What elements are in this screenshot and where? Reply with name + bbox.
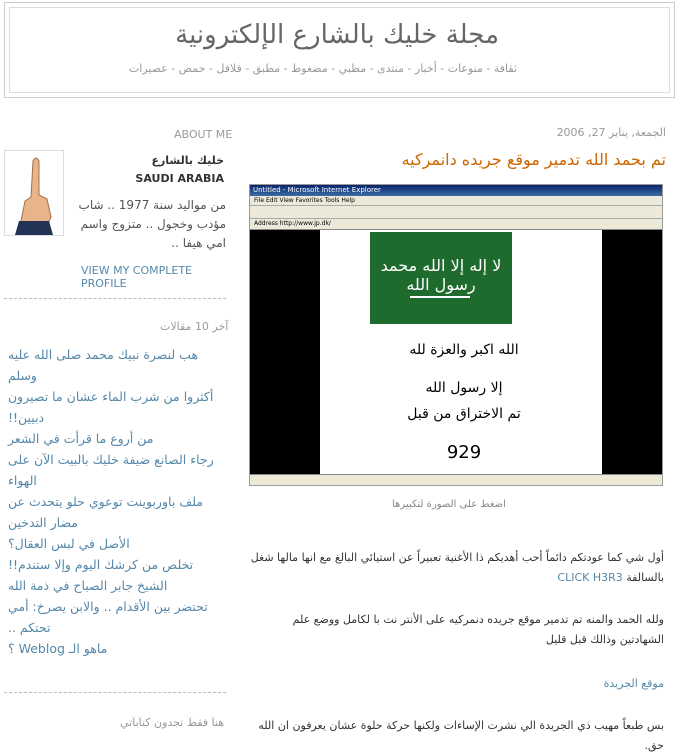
newspaper-link[interactable]: موقع الجريدة [603, 677, 664, 690]
recent-post-link[interactable]: الشيخ جابر الصباح في ذمة الله [8, 578, 168, 593]
newspaper-site-link [248, 674, 664, 694]
sidebar-divider [4, 298, 226, 299]
recent-post-link[interactable]: تحتضر بين الأقدام .. والابن يصرخ: أمي تحتكم .. [8, 599, 208, 635]
browser-menu: File Edit View Favorites Tools Help [250, 196, 662, 206]
hack-line-1: الله اكبر والعزة لله [409, 342, 519, 358]
profile-name[interactable]: خليك بالشارع [151, 154, 224, 167]
post-paragraph-2: ولله الحمد والمنه تم تدمير موقع جريده دنمركيه على الأنتر نت با لكامل ووضع علم الشهادتين وذالك قبل قليل [292, 613, 664, 646]
hack-line-4: 929 [446, 442, 482, 463]
saudi-flag [370, 232, 512, 324]
browser-toolbar [250, 206, 662, 219]
profile-bio: من مواليد سنة 1977 .. شاب مؤدب وخجول .. متزوج واسم امي هيفا .. [78, 198, 226, 250]
about-heading: ABOUT ME [174, 128, 233, 141]
browser-statusbar [250, 474, 662, 485]
recent-posts-heading: آخر 10 مقالات [160, 320, 229, 333]
flag-shahada: لا إله إلا الله محمد رسول الله [380, 256, 502, 294]
hack-line-3: تم الاختراق من قبل [407, 406, 521, 422]
image-caption: اضغط على الصورة لتكبيرها [392, 499, 506, 510]
post-image[interactable] [249, 184, 663, 486]
recent-post-link[interactable]: ملف باوربوينت توعوي حلو يتحدث عن مضار التدخين [8, 494, 204, 530]
click-here-link[interactable]: CLICK H3R3 [557, 571, 623, 584]
post-date: الجمعة, يناير 27, 2006 [556, 126, 666, 139]
post-paragraph-3: بس طبعاً مهيب ذي الجريدة الي نشرت الإساءات ولكنها حركة حلوة عشان يعرفون ان الله حق. [258, 719, 664, 752]
header-inner-border [9, 7, 670, 93]
page-right-nav [602, 230, 662, 475]
recent-post-link[interactable]: تخلص من كرشك اليوم وإلا ستندم!! [8, 557, 194, 572]
post-paragraph-1 [248, 548, 664, 588]
recent-posts-list [8, 344, 226, 659]
recent-post-link[interactable]: أكثروا من شرب الماء عشان ما تصيرون دبيين!! [8, 389, 214, 425]
recent-post-link[interactable]: من أروع ما قرأت في الشعر [8, 431, 154, 446]
recent-post-link[interactable]: هب لنصرة نبيك محمد صلى الله عليه وسلم [8, 347, 199, 383]
post-title[interactable]: تم بحمد الله تدمير موقع جريده دانمركيه [401, 150, 666, 169]
recent-post-link[interactable]: الأصل في لبس العقال؟ [8, 536, 130, 551]
browser-titlebar: Untitled - Microsoft Internet Explorer [250, 185, 662, 196]
sword-icon [410, 296, 470, 298]
hack-line-2: إلا رسول الله [425, 380, 503, 396]
blog-header [4, 2, 675, 98]
hand-icon [5, 151, 63, 235]
sidebar-divider [4, 692, 226, 693]
browser-page [250, 230, 662, 475]
writings-heading: هنا فقط تجدون كتاباتي [120, 716, 225, 729]
view-profile-link[interactable]: VIEW MY COMPLETE PROFILE [81, 264, 193, 290]
profile-avatar[interactable] [4, 150, 64, 236]
site-description: ثقافة - منوعات - أخبار - منتدى - مظبي - مضغوط - مطبق - فلافل - حمص - عصيرات [128, 62, 517, 75]
profile-country: SAUDI ARABIA [135, 172, 224, 185]
recent-post-link[interactable]: ماهو الـ Weblog ؟ [8, 641, 108, 656]
paragraph-text: أول شي كما عودتكم دائماً أحب أهديكم ذا الأغنية تعبيراً عن استيائي البالغ مع انها مالها شغل بالسالفة [250, 551, 664, 584]
recent-post-link[interactable]: رجاء الصانع ضيفة خليك بالبيت الآن على الهواء [8, 452, 214, 488]
browser-address: Address http://www.jp.dk/ [250, 219, 662, 230]
page-left-nav [250, 230, 320, 475]
site-title[interactable]: مجلة خليك بالشارع الإلكترونية [175, 20, 499, 50]
